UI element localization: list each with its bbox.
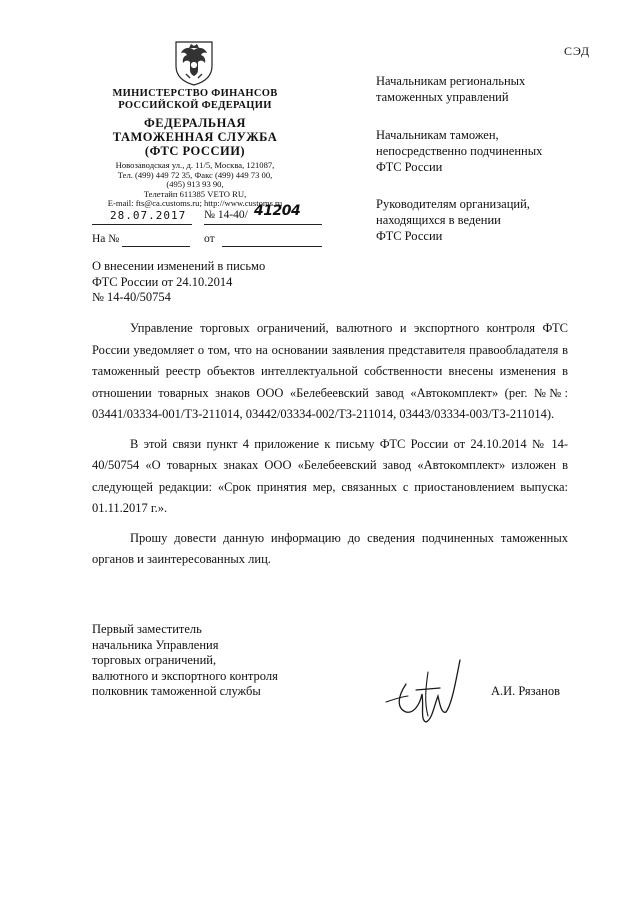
contact-line: (495) 913 93 90, <box>166 179 224 190</box>
number-underline <box>204 224 322 225</box>
registration-date: 28.07.2017 <box>110 209 187 222</box>
ministry-line-2: РОССИЙСКОЙ ФЕДЕРАЦИИ <box>118 100 272 111</box>
signatory-title-line: полковник таможенной службы <box>92 684 261 698</box>
letter-subject <box>92 259 265 306</box>
date-underline <box>92 224 192 225</box>
state-emblem-icon <box>172 36 216 86</box>
addressee-customs-heads <box>376 127 606 175</box>
contact-line: Новозаводская ул., д. 11/5, Москва, 121087, <box>115 160 275 170</box>
subject-line: О внесении изменений в письмо <box>92 259 266 273</box>
body-paragraph: В этой связи пункт 4 приложение к письму ФТС России от 24.10.2014 № 14-40/50754 «О товарных знаках ООО «Белебеевский завод «Автокомплект» изложен в следующей редакции: «Срок принятия мер, связанных с приостановлением выпуска: 01.11.2017 г.». <box>92 436 568 515</box>
addressee-organization-heads <box>376 196 606 244</box>
from-label: от <box>204 233 215 245</box>
service-line-3: (ФТС РОССИИ) <box>144 144 246 158</box>
body-paragraph: Управление торговых ограничений, валютного и экспортного контроля ФТС России уведомляет о том, что на основании заявления представителя правообладателя в таможенный реестр объектов интеллектуальной собственности внесены изменения в отношении товарных знаков ООО «Белебеевский завод «Автокомплект» (рег. №№: 03441/03334-001/ТЗ-211014, 03442/03334-002/ТЗ-211014, 03443/03334-003/ТЗ-211014). <box>92 321 568 421</box>
addressee-line: Руководителям организаций, <box>376 197 530 211</box>
addressee-line: Начальникам региональных <box>376 74 526 88</box>
addressee-line: ФТС России <box>376 229 443 243</box>
contact-line: Тел. (499) 449 72 35, Факс (499) 449 73 00, <box>117 169 273 180</box>
document-system-mark: СЭД <box>564 44 591 58</box>
letter-body <box>92 318 568 579</box>
contact-line: Телетайп 611385 VETO RU, <box>143 188 247 199</box>
contact-block <box>70 161 320 209</box>
subject-line: № 14-40/50754 <box>92 290 171 304</box>
signatory-title-line: начальника Управления <box>92 637 219 652</box>
reference-label: На № <box>92 233 120 245</box>
body-paragraph: Прошу довести данную информацию до сведения подчиненных таможенных органов и заинтересованных лиц. <box>92 530 568 566</box>
addressee-line: Начальникам таможен, <box>376 128 499 142</box>
ministry-line-1: МИНИСТЕРСТВО ФИНАНСОВ <box>112 88 278 99</box>
signatory-title-line: валютного и экспортного контроля <box>92 668 278 683</box>
signatory-title <box>92 622 278 700</box>
from-blank-line <box>222 246 322 247</box>
ministry-name <box>70 88 320 112</box>
contact-line: E-mail: fts@ca.customs.ru; http://www.customs.ru <box>107 198 283 209</box>
subject-line: ФТС России от 24.10.2014 <box>92 274 233 289</box>
service-name <box>70 116 320 158</box>
registration-number-handwritten: 41204 <box>254 203 301 219</box>
handwritten-signature <box>376 650 476 732</box>
addressee-regional-administrations <box>376 73 606 105</box>
service-line-2: ТАМОЖЕННАЯ СЛУЖБА <box>112 130 278 144</box>
service-line-1: ФЕДЕРАЛЬНАЯ <box>144 116 246 130</box>
reference-blank-line <box>122 246 190 247</box>
addressee-line: находящихся в ведении <box>376 213 501 227</box>
signatory-title-line: Первый заместитель <box>92 622 202 636</box>
addressee-line: таможенных управлений <box>376 90 509 104</box>
addressee-line: непосредственно подчиненных <box>376 144 543 158</box>
addressee-line: ФТС России <box>376 160 443 174</box>
signatory-title-line: торговых ограничений, <box>92 653 217 667</box>
registration-number-label: № 14-40/ <box>204 209 248 221</box>
signatory-name: А.И. Рязанов <box>491 684 560 698</box>
